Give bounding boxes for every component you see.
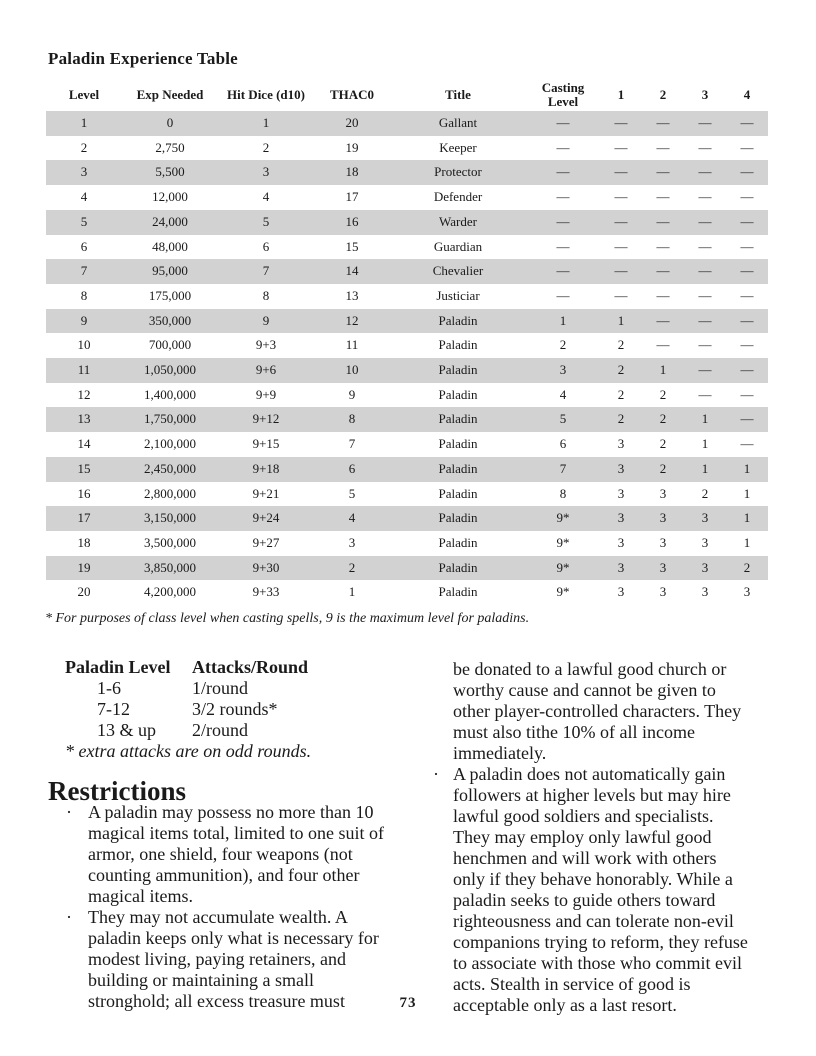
table-cell: 2 <box>617 386 625 402</box>
table-row <box>46 210 768 235</box>
table-cell: 700,000 <box>148 337 192 353</box>
table-cell: Paladin <box>438 460 478 476</box>
experience-table-header <box>46 80 768 111</box>
table-row <box>46 482 768 507</box>
table-cell: — <box>740 312 754 328</box>
table-cell: — <box>556 287 570 303</box>
table-cell: — <box>698 287 712 303</box>
table-cell: 9+33 <box>252 584 280 600</box>
table-cell: Paladin <box>438 534 478 550</box>
table-cell: Gallant <box>438 115 478 130</box>
table-cell: 13 <box>77 411 91 427</box>
table-cell: 19 <box>77 559 91 575</box>
attacks-col-header-attacks: Attacks/Round <box>192 657 309 677</box>
table-cell: 18 <box>345 164 359 180</box>
table-cell: 3,500,000 <box>144 534 196 550</box>
table-cell: 1 <box>617 312 625 328</box>
table-cell: Paladin <box>438 559 478 575</box>
restriction-bullet-item <box>430 764 752 1016</box>
table-cell: 0 <box>166 115 174 130</box>
col-header-level: Level <box>68 86 100 102</box>
table-cell: 9* <box>556 534 570 550</box>
left-column <box>48 657 396 1012</box>
table-cell: 9+30 <box>252 559 280 575</box>
table-cell: 1/round <box>192 678 248 698</box>
attacks-table-body <box>65 678 308 741</box>
table-cell: 2 <box>262 139 270 155</box>
table-cell: Keeper <box>439 139 477 155</box>
table-cell: — <box>656 238 670 254</box>
table-cell: 8 <box>80 287 88 303</box>
table-cell: Paladin <box>438 436 478 452</box>
attacks-col-header-level: Paladin Level <box>65 657 171 677</box>
table-cell: Paladin <box>438 584 478 600</box>
table-cell: — <box>698 263 712 279</box>
table-cell: 3 <box>559 362 567 378</box>
table-cell: 1,400,000 <box>144 386 196 402</box>
table-cell: 7 <box>559 460 567 476</box>
table-cell: 9+27 <box>252 534 280 550</box>
table-cell: 9 <box>80 312 88 328</box>
table-cell: 1 <box>701 411 709 427</box>
table-cell: 9 <box>262 312 270 328</box>
table-cell: 1 <box>743 460 751 476</box>
table-cell: 3 <box>617 485 625 501</box>
table-cell: 17 <box>77 510 91 526</box>
table-cell: 9* <box>556 584 570 600</box>
col-header-spell-2: 2 <box>659 86 667 102</box>
restrictions-heading: Restrictions <box>48 776 186 806</box>
table-cell: — <box>656 213 670 229</box>
table-cell: — <box>614 189 628 205</box>
table-row <box>46 506 768 531</box>
table-cell: — <box>698 312 712 328</box>
table-cell: — <box>698 337 712 353</box>
restriction-text-continuation: be donated to a lawful good church or worthy cause and cannot be given to other player-controlled characters. They must also tithe 10% of all income immediately. <box>453 659 742 763</box>
table-cell: 19 <box>345 139 359 155</box>
table-cell: 3 <box>659 534 667 550</box>
col-header-thac0: THAC0 <box>329 86 375 102</box>
table-row <box>46 457 768 482</box>
table-cell: 12,000 <box>152 189 188 205</box>
table-cell: Warder <box>439 213 477 229</box>
table-cell: 3 <box>659 510 667 526</box>
table-cell: — <box>698 238 712 254</box>
table-cell: 13 <box>345 287 359 303</box>
table-cell: 4 <box>348 510 356 526</box>
table-cell: — <box>656 115 670 130</box>
table-cell: 1 <box>743 534 751 550</box>
table-cell: 3 <box>617 510 625 526</box>
page-number: 73 <box>399 995 417 1011</box>
table-cell: — <box>556 238 570 254</box>
table-cell: 11 <box>77 362 91 378</box>
table-cell: 4 <box>262 189 270 205</box>
table-row <box>46 333 768 358</box>
table-cell: — <box>698 386 712 402</box>
table-row <box>46 284 768 309</box>
restriction-text: A paladin may possess no more than 10 magical items total, limited to one suit of armor, one shield, four weapons (not counting ammunition), and four other magical items. <box>88 802 384 906</box>
table-cell: 3 <box>659 559 667 575</box>
col-header-casting-level: Casting Level <box>541 79 585 109</box>
table-cell: 9+21 <box>252 485 280 501</box>
attacks-table-header <box>65 657 308 678</box>
table-cell: 3,850,000 <box>144 559 196 575</box>
table-cell: 2 <box>659 460 667 476</box>
table-cell: 2 <box>659 436 667 452</box>
table-cell: — <box>656 189 670 205</box>
bullet-icon: · <box>66 907 72 927</box>
table-cell: 7 <box>262 263 270 279</box>
table-cell: Paladin <box>438 510 478 526</box>
table-cell: — <box>698 115 712 130</box>
table-cell: 16 <box>77 485 91 501</box>
table-cell: — <box>614 263 628 279</box>
experience-table-footnote: * For purposes of class level when casting spells, 9 is the maximum level for paladins. <box>45 611 530 626</box>
table-cell: 3,150,000 <box>144 510 196 526</box>
table-cell: — <box>740 189 754 205</box>
table-cell: — <box>656 164 670 180</box>
table-row <box>65 699 308 720</box>
page-title: Paladin Experience Table <box>48 49 238 68</box>
table-cell: 3 <box>617 436 625 452</box>
table-cell: 18 <box>77 534 91 550</box>
table-cell: 1 <box>348 584 356 600</box>
table-cell: — <box>740 164 754 180</box>
table-cell: 9+24 <box>252 510 280 526</box>
table-cell: 1,050,000 <box>144 362 196 378</box>
table-cell: — <box>656 312 670 328</box>
table-cell: 24,000 <box>152 213 188 229</box>
table-cell: — <box>740 362 754 378</box>
table-cell: 2 <box>617 362 625 378</box>
table-cell: 16 <box>345 213 359 229</box>
table-cell: 3 <box>743 584 751 600</box>
table-cell: — <box>556 263 570 279</box>
table-row <box>46 407 768 432</box>
table-cell: 9+9 <box>255 386 277 402</box>
table-cell: 5,500 <box>155 164 185 180</box>
table-cell: 2 <box>559 337 567 353</box>
table-row <box>46 259 768 284</box>
restriction-text: A paladin does not automatically gain followers at higher levels but may hire lawful good soldiers and specialists. They may employ only lawful good henchmen and will work with others only if they behave honorably. While a paladin seeks to guide others toward righteousness and can tolerate non-evil companions trying to reform, they refuse to associate with those who commit evil acts. Stealth in service of good is acceptable only as a last resort. <box>453 764 748 1015</box>
table-cell: Chevalier <box>432 263 484 279</box>
table-cell: 9+12 <box>252 411 280 427</box>
table-cell: Defender <box>433 189 483 205</box>
table-cell: 12 <box>77 386 91 402</box>
table-cell: 3 <box>262 164 270 180</box>
table-row <box>46 358 768 383</box>
col-header-hit-dice: Hit Dice (d10) <box>227 86 305 102</box>
table-cell: — <box>698 213 712 229</box>
restriction-bullet-item <box>48 802 396 907</box>
table-row <box>65 678 308 699</box>
table-cell: 2 <box>348 559 356 575</box>
table-cell: 14 <box>345 263 359 279</box>
table-cell: 5 <box>80 213 88 229</box>
table-row <box>46 580 768 605</box>
table-cell: 3 <box>701 559 709 575</box>
table-cell: 1 <box>559 312 567 328</box>
table-cell: — <box>614 213 628 229</box>
table-cell: — <box>698 164 712 180</box>
table-cell: 13 & up <box>97 720 157 740</box>
table-cell: 3 <box>617 559 625 575</box>
table-row <box>65 720 308 741</box>
table-cell: 1 <box>701 436 709 452</box>
table-cell: 2,450,000 <box>144 460 196 476</box>
table-cell: 1 <box>262 115 270 130</box>
table-cell: — <box>614 115 628 130</box>
table-cell: — <box>656 287 670 303</box>
table-cell: 350,000 <box>148 312 192 328</box>
table-cell: 3 <box>701 534 709 550</box>
table-cell: 175,000 <box>148 287 192 303</box>
table-cell: — <box>740 238 754 254</box>
table-cell: — <box>740 287 754 303</box>
table-row <box>46 432 768 457</box>
table-cell: 10 <box>345 362 359 378</box>
col-header-exp-needed: Exp Needed <box>136 86 204 102</box>
table-cell: 3 <box>617 534 625 550</box>
col-header-spell-3: 3 <box>701 86 709 102</box>
restriction-text: They may not accumulate wealth. A paladin keeps only what is necessary for modest living, paying retainers, and building or maintaining a small stronghold; all excess treasure must <box>88 907 379 1011</box>
table-cell: 1 <box>743 510 751 526</box>
table-cell: 1 <box>80 115 88 130</box>
table-cell: Paladin <box>438 312 478 328</box>
table-cell: 6 <box>80 238 88 254</box>
table-cell: 2,100,000 <box>144 436 196 452</box>
table-cell: — <box>698 362 712 378</box>
table-cell: 7 <box>80 263 88 279</box>
table-cell: 3 <box>617 584 625 600</box>
table-cell: 4 <box>559 386 567 402</box>
attacks-table <box>65 657 308 741</box>
table-cell: 15 <box>345 238 359 254</box>
table-cell: 3 <box>659 584 667 600</box>
table-cell: — <box>698 139 712 155</box>
table-row <box>46 111 768 136</box>
table-cell: — <box>556 213 570 229</box>
table-cell: — <box>614 287 628 303</box>
table-cell: 2 <box>80 139 88 155</box>
table-cell: — <box>556 115 570 130</box>
table-cell: 3 <box>348 534 356 550</box>
experience-table-body <box>46 111 768 605</box>
bullet-icon: · <box>433 764 439 784</box>
table-cell: — <box>614 164 628 180</box>
table-cell: 3 <box>80 164 88 180</box>
table-cell: Paladin <box>438 386 478 402</box>
table-cell: 9+18 <box>252 460 280 476</box>
table-cell: — <box>614 238 628 254</box>
table-cell: 48,000 <box>152 238 188 254</box>
table-cell: — <box>656 337 670 353</box>
table-cell: Protector <box>434 164 482 180</box>
table-cell: 3 <box>701 510 709 526</box>
table-cell: — <box>740 213 754 229</box>
table-row <box>46 556 768 581</box>
table-cell: — <box>556 139 570 155</box>
table-cell: — <box>556 189 570 205</box>
table-cell: 6 <box>559 436 567 452</box>
table-cell: 3 <box>701 584 709 600</box>
table-cell: Paladin <box>438 362 478 378</box>
table-cell: — <box>656 263 670 279</box>
table-row <box>46 235 768 260</box>
table-cell: 1,750,000 <box>144 411 196 427</box>
table-cell: 2 <box>617 337 625 353</box>
table-cell: 5 <box>559 411 567 427</box>
table-cell: 2 <box>743 559 751 575</box>
table-cell: 6 <box>262 238 270 254</box>
table-cell: 2 <box>701 485 709 501</box>
table-cell: 17 <box>345 189 359 205</box>
table-cell: Paladin <box>438 485 478 501</box>
table-cell: 9 <box>348 386 356 402</box>
table-cell: 9* <box>556 559 570 575</box>
table-cell: 5 <box>262 213 270 229</box>
table-cell: 2 <box>659 411 667 427</box>
experience-table <box>46 80 768 605</box>
table-row <box>46 160 768 185</box>
table-cell: 7-12 <box>97 699 130 719</box>
col-header-spell-1: 1 <box>617 86 625 102</box>
table-cell: 9+6 <box>255 362 277 378</box>
table-row <box>46 309 768 334</box>
table-cell: 2,750 <box>155 139 185 155</box>
table-cell: 20 <box>345 115 359 130</box>
table-cell: 20 <box>77 584 91 600</box>
bullet-icon: · <box>66 802 72 822</box>
table-cell: — <box>740 263 754 279</box>
table-row <box>46 136 768 161</box>
table-cell: 7 <box>348 436 356 452</box>
table-cell: — <box>740 337 754 353</box>
table-cell: 8 <box>348 411 356 427</box>
table-cell: 3 <box>659 485 667 501</box>
table-cell: 1 <box>743 485 751 501</box>
table-cell: — <box>698 189 712 205</box>
table-row <box>46 185 768 210</box>
table-cell: — <box>556 164 570 180</box>
table-row <box>46 383 768 408</box>
attacks-table-footnote: * extra attacks are on odd rounds. <box>65 741 312 761</box>
table-cell: 4 <box>80 189 88 205</box>
table-cell: 12 <box>345 312 359 328</box>
table-cell: 2/round <box>192 720 248 740</box>
right-column <box>430 659 752 1016</box>
table-cell: — <box>614 139 628 155</box>
table-cell: Justiciar <box>436 287 480 303</box>
table-cell: 2 <box>659 386 667 402</box>
table-cell: 8 <box>262 287 270 303</box>
col-header-title: Title <box>445 86 471 102</box>
table-cell: 8 <box>559 485 567 501</box>
table-row <box>46 531 768 556</box>
table-cell: 4,200,000 <box>144 584 196 600</box>
col-header-spell-4: 4 <box>743 86 751 102</box>
table-cell: — <box>740 139 754 155</box>
table-cell: — <box>740 115 754 130</box>
table-cell: Paladin <box>438 411 478 427</box>
table-cell: 11 <box>345 337 359 353</box>
table-cell: 2 <box>617 411 625 427</box>
table-cell: — <box>656 139 670 155</box>
table-cell: 95,000 <box>152 263 188 279</box>
table-cell: 15 <box>77 460 91 476</box>
table-cell: 5 <box>348 485 356 501</box>
table-cell: 9* <box>556 510 570 526</box>
table-cell: 3 <box>617 460 625 476</box>
table-cell: 1 <box>701 460 709 476</box>
table-cell: 2,800,000 <box>144 485 196 501</box>
table-cell: 9+15 <box>252 436 280 452</box>
table-cell: 14 <box>77 436 91 452</box>
table-cell: 6 <box>348 460 356 476</box>
table-cell: Guardian <box>433 238 483 254</box>
table-cell: 3/2 rounds* <box>192 699 278 719</box>
table-cell: 1-6 <box>97 678 121 698</box>
table-cell: 10 <box>77 337 91 353</box>
table-cell: — <box>740 386 754 402</box>
table-cell: Paladin <box>438 337 478 353</box>
table-cell: 1 <box>659 362 667 378</box>
table-cell: — <box>740 436 754 452</box>
table-cell: 9+3 <box>255 337 277 353</box>
table-cell: — <box>740 411 754 427</box>
